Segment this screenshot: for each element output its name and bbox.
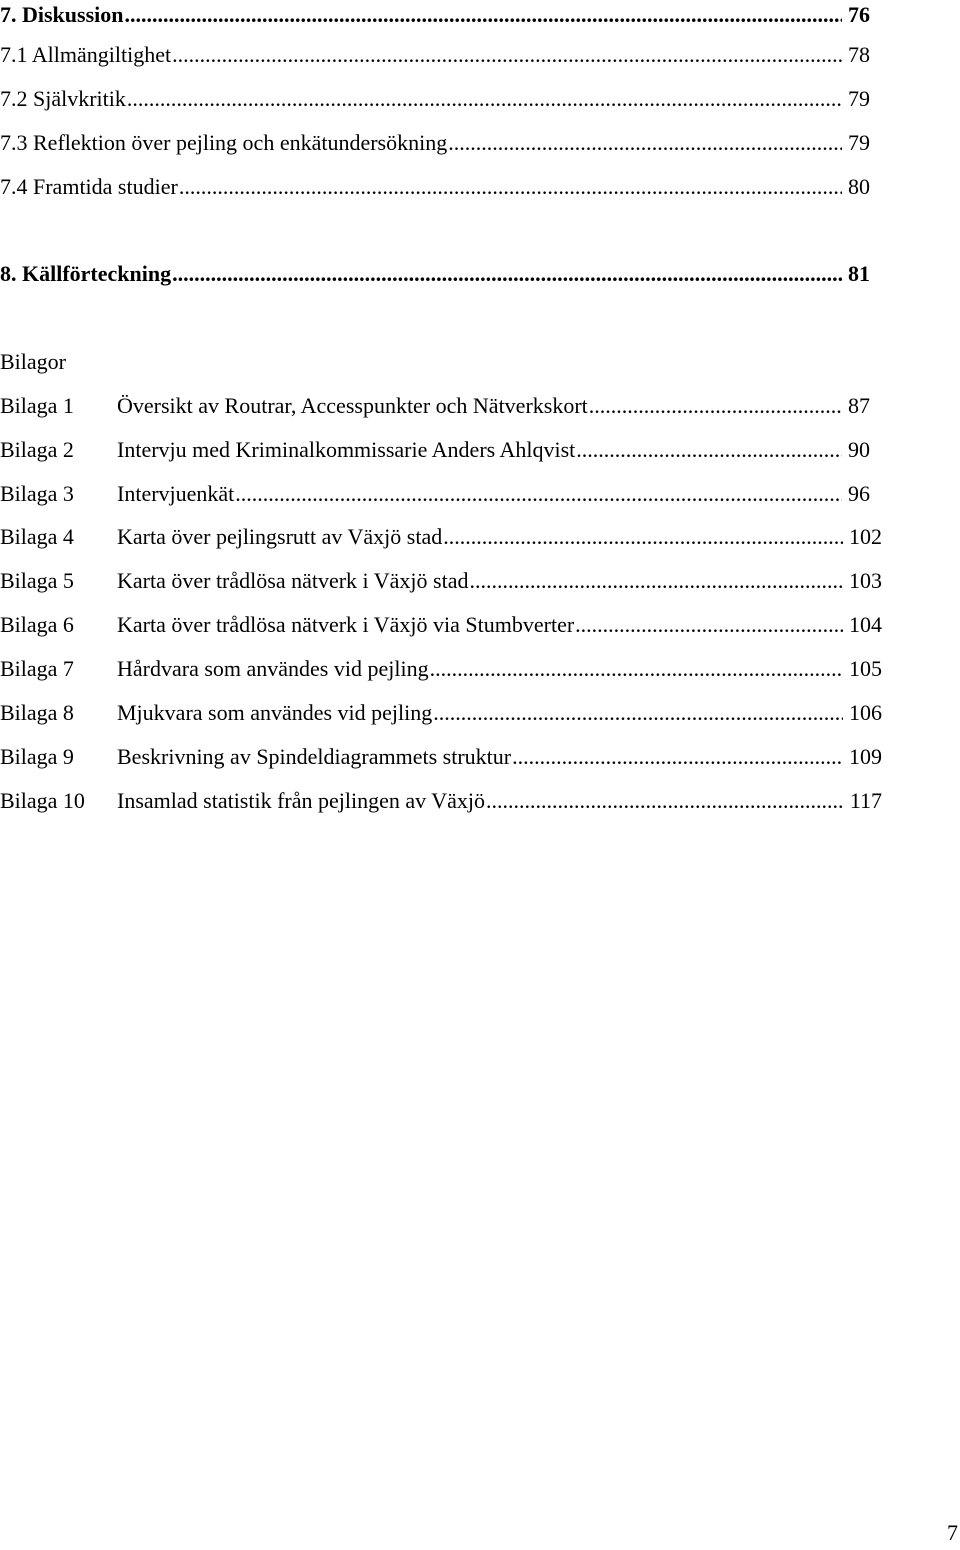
toc-entry-title: 7.4 Framtida studier	[0, 174, 178, 199]
toc-page-number: 105	[849, 656, 882, 681]
toc-entry-title: Intervju med Kriminalkommissarie Anders Ahlqvist	[117, 437, 576, 462]
toc-page-number: 79	[848, 86, 870, 111]
toc-entry-allmangiltighet[interactable]	[0, 40, 870, 70]
toc-appendix-7[interactable]	[0, 654, 882, 684]
appendix-label: Bilaga 3	[0, 481, 74, 506]
toc-appendix-4[interactable]	[0, 522, 882, 552]
toc-entry-title: Insamlad statistik från pejlingen av Växjö	[117, 788, 486, 813]
toc-appendix-2[interactable]	[0, 435, 870, 465]
toc-dot-leader	[469, 566, 843, 596]
toc-entry-sjalvkritik[interactable]	[0, 84, 870, 114]
toc-page-number: 117	[849, 788, 882, 813]
appendix-label: Bilaga 9	[0, 744, 74, 769]
toc-page-number: 81	[848, 261, 870, 286]
toc-entry-title: 7.2 Självkritik	[0, 86, 126, 111]
toc-entry-title: Mjukvara som användes vid pejling	[117, 700, 433, 725]
toc-appendix-9[interactable]	[0, 742, 882, 772]
toc-page-number: 87	[848, 393, 870, 418]
toc-dot-leader	[486, 786, 844, 816]
toc-dot-leader	[430, 654, 843, 684]
toc-entry-title: 7.1 Allmängiltighet	[0, 42, 172, 67]
toc-entry-kallforteckning[interactable]	[0, 259, 870, 289]
appendix-heading: Bilagor	[0, 349, 66, 374]
page-number: 7	[947, 1520, 958, 1545]
toc-dot-leader	[575, 610, 843, 640]
appendix-label: Bilaga 1	[0, 393, 74, 418]
appendix-label: Bilaga 10	[0, 788, 85, 813]
toc-dot-leader	[179, 172, 842, 202]
toc-page-number: 104	[849, 612, 882, 637]
toc-dot-leader	[235, 479, 842, 509]
toc-dot-leader	[576, 435, 842, 465]
toc-page-number: 103	[849, 568, 882, 593]
appendix-label: Bilaga 6	[0, 612, 74, 637]
toc-entry-title: Karta över trådlösa nätverk i Växjö stad	[117, 568, 469, 593]
toc-appendix-6[interactable]	[0, 610, 882, 640]
toc-dot-leader	[512, 742, 843, 772]
appendix-label: Bilaga 2	[0, 437, 74, 462]
toc-appendix-8[interactable]	[0, 698, 882, 728]
toc-page-number: 102	[849, 524, 882, 549]
toc-dot-leader	[172, 259, 842, 289]
toc-dot-leader	[433, 698, 843, 728]
toc-page-number: 96	[848, 481, 870, 506]
toc-entry-title: Hårdvara som användes vid pejling	[117, 656, 429, 681]
toc-appendix-1[interactable]	[0, 391, 870, 421]
toc-entry-title: Översikt av Routrar, Accesspunkter och Nätverkskort	[117, 393, 588, 418]
toc-dot-leader	[172, 40, 842, 70]
toc-entry-reflektion[interactable]	[0, 128, 870, 158]
toc-appendix-3[interactable]	[0, 479, 870, 509]
toc-dot-leader	[125, 0, 842, 30]
toc-entry-title: 7.3 Reflektion över pejling och enkätundersökning	[0, 130, 448, 155]
appendix-label: Bilaga 8	[0, 700, 74, 725]
toc-entry-diskussion[interactable]	[0, 0, 870, 30]
toc-dot-leader	[589, 391, 842, 421]
toc-page-number: 79	[848, 130, 870, 155]
toc-dot-leader	[443, 522, 843, 552]
appendix-label: Bilaga 7	[0, 656, 74, 681]
toc-entry-framtida-studier[interactable]	[0, 172, 870, 202]
toc-dot-leader	[127, 84, 842, 114]
toc-appendix-5[interactable]	[0, 566, 882, 596]
toc-page-number: 80	[848, 174, 870, 199]
appendix-label: Bilaga 4	[0, 524, 74, 549]
toc-page-number: 76	[848, 2, 870, 27]
toc-entry-title: 8. Källförteckning	[0, 261, 172, 286]
toc-entry-title: Intervjuenkät	[117, 481, 235, 506]
toc-dot-leader	[448, 128, 842, 158]
toc-entry-title: 7. Diskussion	[0, 2, 124, 27]
toc-entry-title: Karta över trådlösa nätverk i Växjö via Stumbverter	[117, 612, 575, 637]
toc-entry-title: Beskrivning av Spindeldiagrammets struktur	[117, 744, 512, 769]
appendix-label: Bilaga 5	[0, 568, 74, 593]
toc-entry-title: Karta över pejlingsrutt av Växjö stad	[117, 524, 443, 549]
toc-page-number: 106	[849, 700, 882, 725]
toc-page-number: 90	[848, 437, 870, 462]
toc-appendix-10[interactable]	[0, 786, 882, 816]
toc-page-number: 109	[849, 744, 882, 769]
toc-page-number: 78	[848, 42, 870, 67]
